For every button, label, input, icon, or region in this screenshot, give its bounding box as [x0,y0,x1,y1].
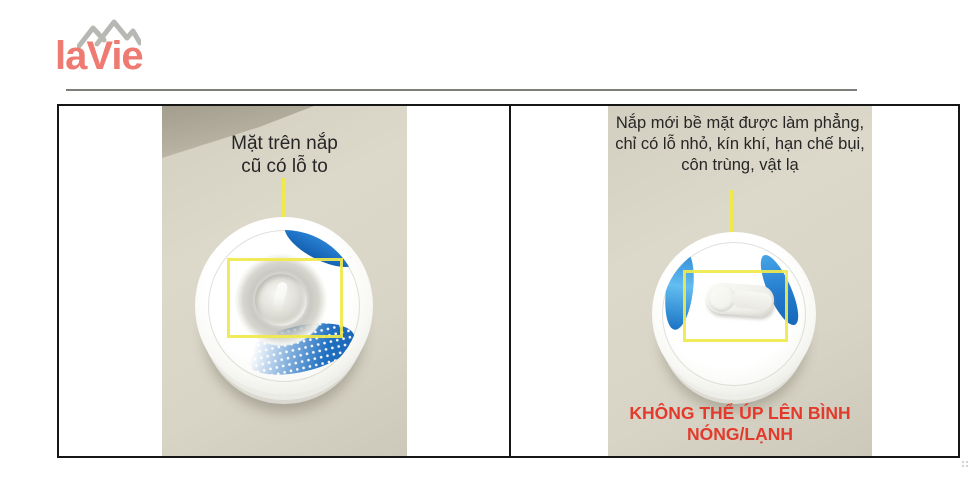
new-cap-caption-line1: Nắp mới bề mặt được làm phẳng, [615,114,865,132]
brand-logo [55,10,195,88]
brand-logo-text: laVie [55,34,143,78]
new-cap-caption-line2: chỉ có lỗ nhỏ, kín khí, hạn chế bụi, [615,135,865,153]
warning-line1: KHÔNG THỂ ÚP LÊN BÌNH [629,403,851,423]
photo-old-cap [162,106,407,456]
panel-old-cap [59,106,511,456]
old-cap-caption-line2: cũ có lỗ to [241,156,328,177]
panel-new-cap [511,106,958,456]
header-divider [66,89,857,91]
new-cap-caption-line3: côn trùng, vật lạ [681,156,799,174]
highlight-rect-new [683,270,788,342]
old-cap-caption-line1: Mặt trên nắp [231,133,338,154]
highlight-rect-old [227,258,343,338]
new-cap-caption [608,113,872,176]
warning-line2: NÓNG/LẠNH [687,424,793,444]
old-cap-caption [162,132,407,178]
photo-new-cap [608,106,872,456]
corner-dust-mark [961,460,969,468]
warning-text [608,403,872,445]
comparison-box [57,104,960,458]
